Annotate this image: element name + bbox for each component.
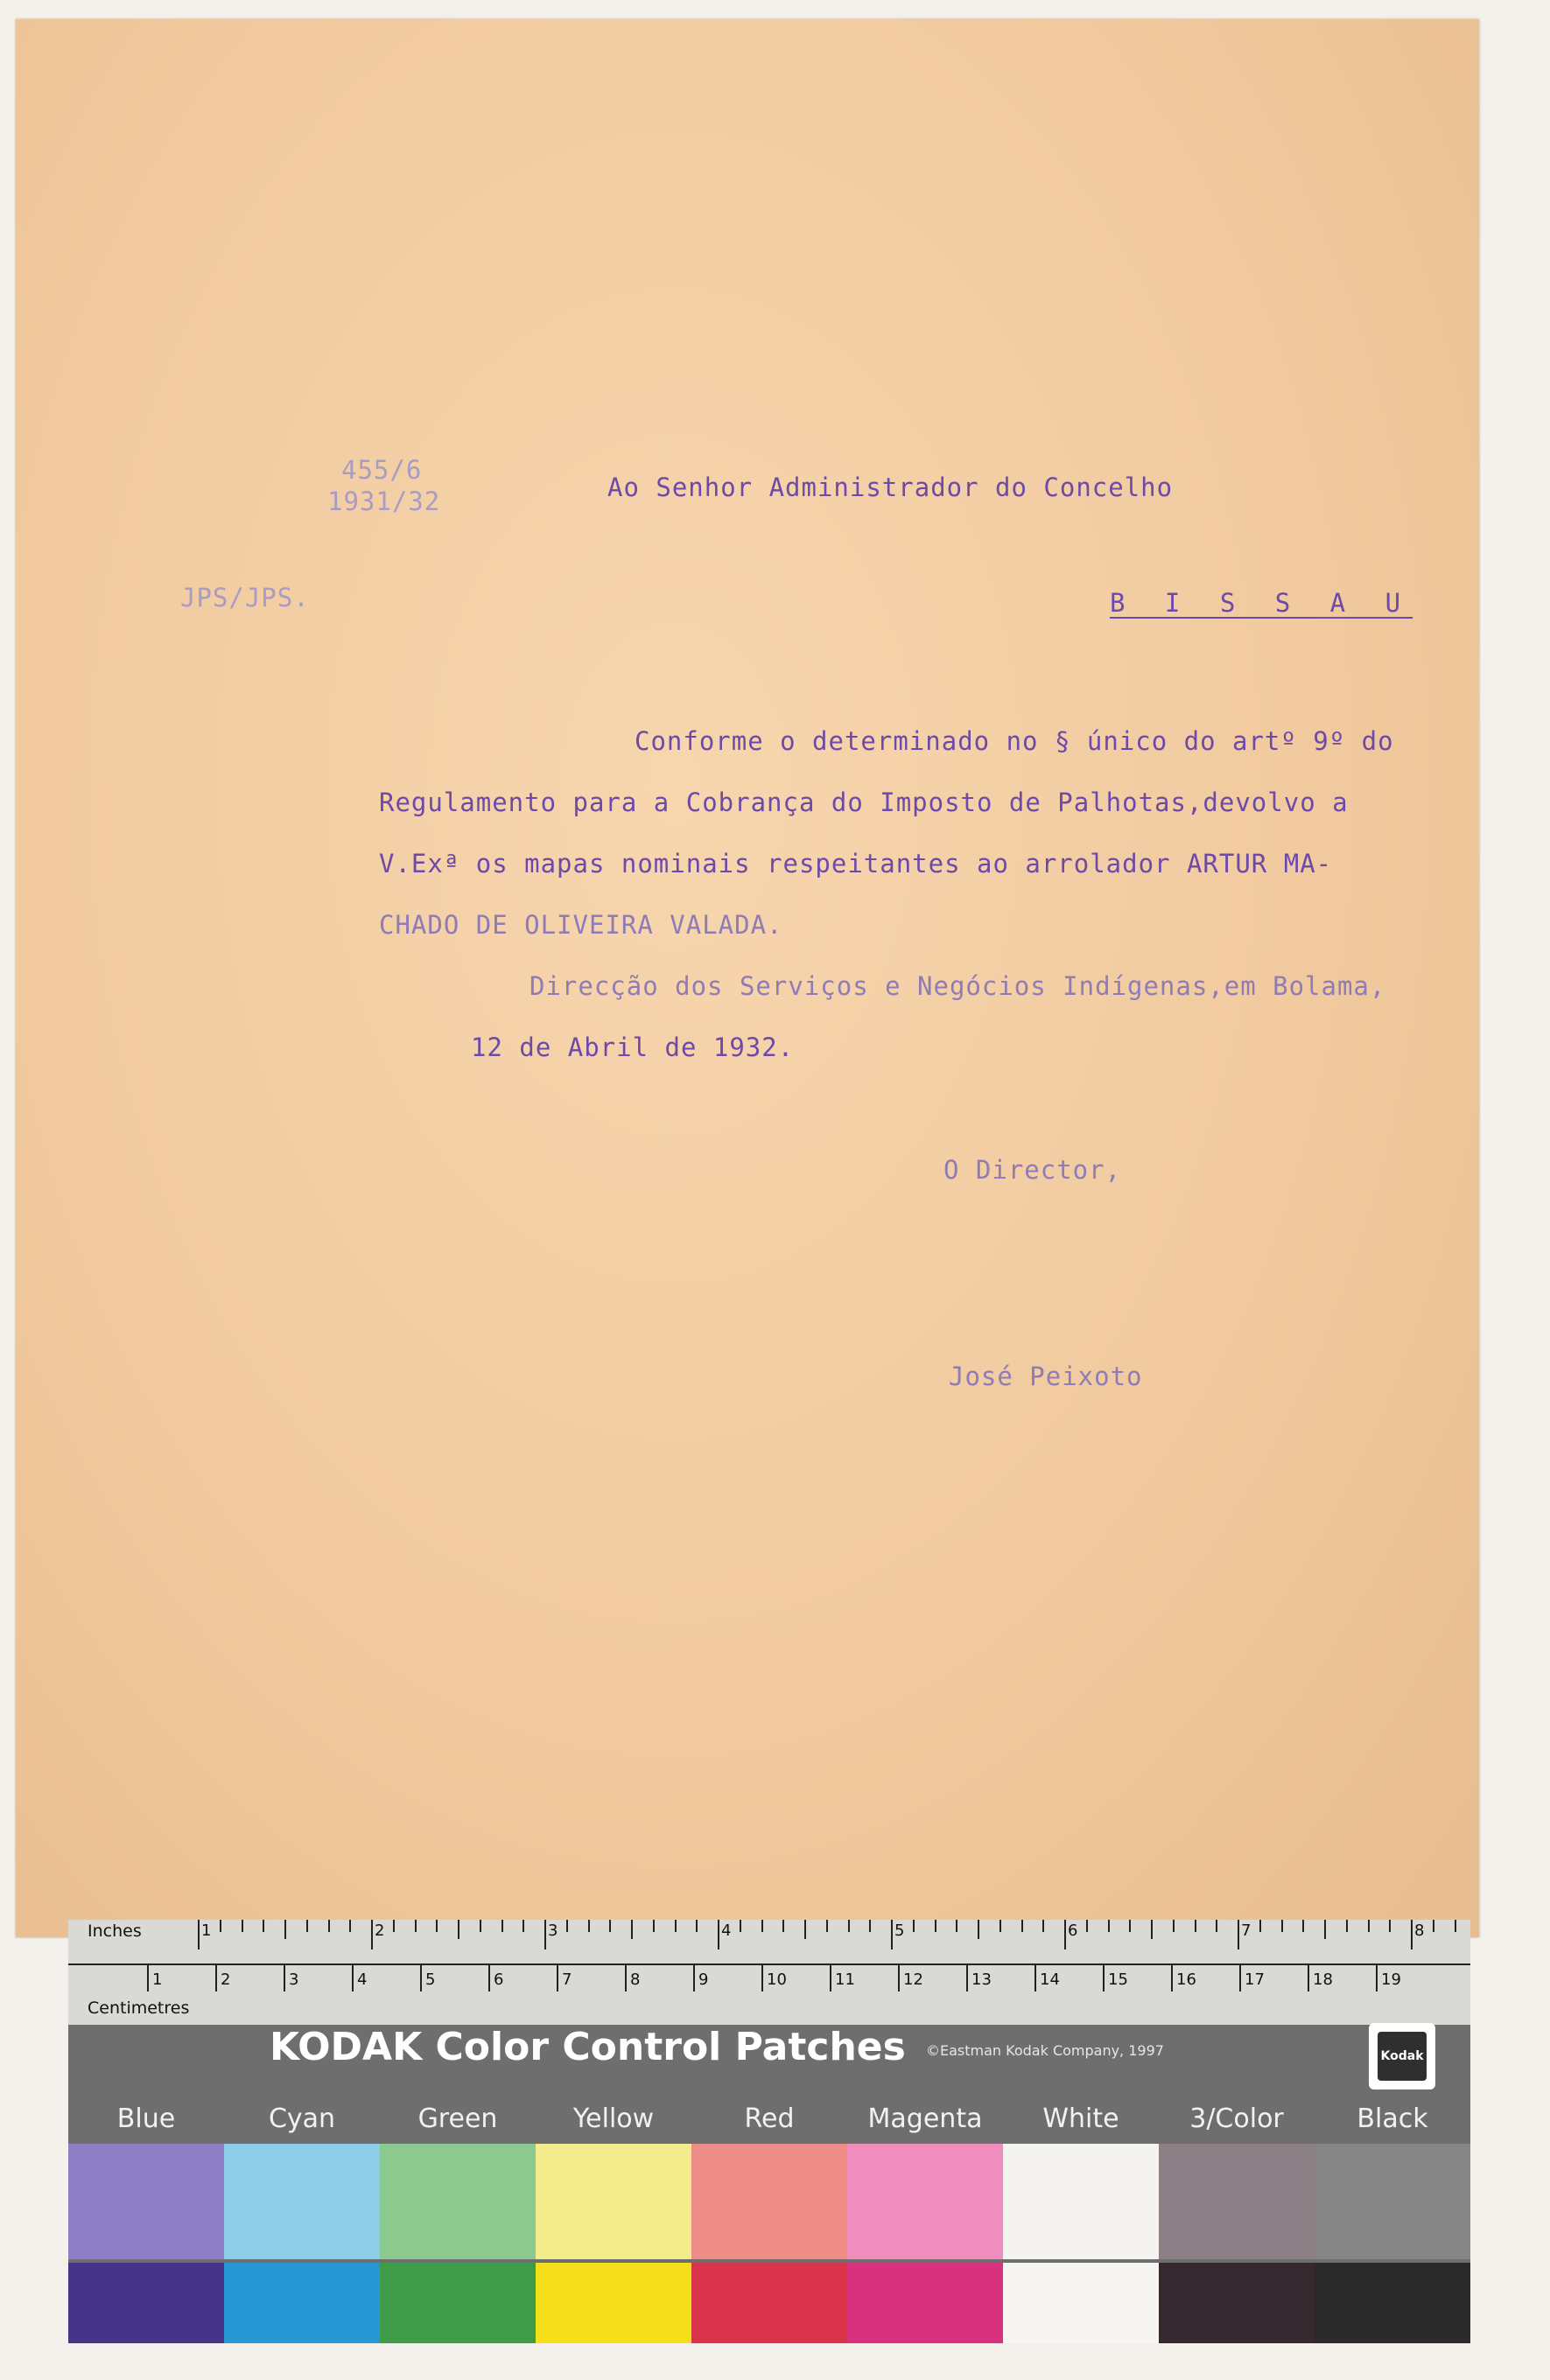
cm-tick	[557, 1965, 558, 1992]
inch-tick	[956, 1920, 957, 1932]
patch-label: White	[1042, 2104, 1119, 2134]
inch-tick	[523, 1920, 524, 1932]
color-patch-top	[224, 2144, 380, 2259]
inch-tick	[566, 1920, 568, 1932]
inch-tick	[263, 1920, 264, 1932]
inch-number: 2	[375, 1922, 385, 1940]
inch-number: 3	[548, 1922, 558, 1940]
body-line: V.Exª os mapas nominais respeitantes ao arrolador ARTUR MA-	[379, 849, 1333, 878]
cm-number: 9	[698, 1970, 709, 1989]
inch-tick	[1433, 1920, 1434, 1932]
inch-tick	[220, 1920, 221, 1932]
recipient-line: Ao Senhor Administrador do Concelho	[607, 472, 1174, 502]
inch-tick	[653, 1920, 655, 1932]
cm-number: 7	[562, 1970, 572, 1989]
cm-number: 19	[1381, 1970, 1401, 1989]
inch-tick	[848, 1920, 850, 1932]
letter-body	[379, 710, 1394, 1078]
inch-tick	[761, 1920, 763, 1932]
cm-number: 16	[1176, 1970, 1196, 1989]
recipient-place: B I S S A U	[1110, 588, 1413, 618]
inch-tick	[1021, 1920, 1023, 1932]
inch-tick	[675, 1920, 677, 1932]
cm-tick	[1308, 1965, 1309, 1992]
centimetres-label: Centimetres	[88, 1998, 190, 2018]
inch-tick	[1455, 1920, 1456, 1932]
color-patch-top	[536, 2144, 691, 2259]
inch-tick	[436, 1920, 438, 1932]
cm-number: 8	[630, 1970, 641, 1989]
signatory-name: José Peixoto	[949, 1362, 1143, 1391]
inch-tick	[1086, 1920, 1088, 1932]
document-page	[16, 19, 1479, 1937]
cm-number: 4	[357, 1970, 368, 1989]
cm-number: 14	[1040, 1970, 1060, 1989]
color-patch-top	[68, 2144, 224, 2259]
color-patch-bottom	[691, 2263, 847, 2343]
inch-tick	[1324, 1920, 1326, 1939]
inch-tick	[869, 1920, 871, 1932]
color-patch-bottom	[380, 2263, 536, 2343]
inch-tick	[1302, 1920, 1304, 1932]
target-title: KODAK Color Control Patches	[270, 2025, 906, 2069]
inch-tick	[999, 1920, 1001, 1932]
cm-number: 15	[1108, 1970, 1128, 1989]
cm-number: 1	[152, 1970, 163, 1989]
inch-number: 1	[201, 1922, 212, 1940]
cm-tick	[966, 1965, 968, 1992]
color-patch-bottom	[847, 2263, 1003, 2343]
inch-number: 8	[1414, 1922, 1425, 1940]
cm-tick	[898, 1965, 900, 1992]
kodak-color-target	[68, 1920, 1470, 2343]
cm-tick	[830, 1965, 831, 1992]
closing-line: Direcção dos Serviços e Negócios Indígenas,em Bolama,	[530, 971, 1386, 1001]
inch-number: 4	[721, 1922, 732, 1940]
cm-tick	[420, 1965, 422, 1992]
date-line: 12 de Abril de 1932.	[471, 1032, 795, 1062]
cm-tick	[215, 1965, 217, 1992]
color-patch-bottom	[224, 2263, 380, 2343]
patch-label: Cyan	[268, 2104, 336, 2134]
cm-tick	[761, 1965, 763, 1992]
inch-tick	[198, 1920, 200, 1950]
cm-tick	[352, 1965, 354, 1992]
inch-tick	[242, 1920, 243, 1932]
cm-tick	[147, 1965, 149, 1992]
color-patch-top	[1003, 2144, 1159, 2259]
inch-tick	[458, 1920, 459, 1939]
inch-tick	[891, 1920, 893, 1950]
reference-number: 455/6	[341, 455, 423, 485]
cm-number: 5	[425, 1970, 436, 1989]
inch-tick	[393, 1920, 395, 1932]
inch-tick	[935, 1920, 936, 1932]
cm-number: 2	[221, 1970, 231, 1989]
cm-tick	[693, 1965, 695, 1992]
inch-tick	[588, 1920, 590, 1932]
inch-tick	[306, 1920, 308, 1932]
inch-tick	[284, 1920, 286, 1939]
color-patch-top	[1159, 2144, 1315, 2259]
cm-number: 13	[971, 1970, 992, 1989]
cm-number: 18	[1313, 1970, 1333, 1989]
copyright-notice: ©Eastman Kodak Company, 1997	[926, 2042, 1164, 2059]
cm-number: 6	[494, 1970, 504, 1989]
initials: JPS/JPS.	[180, 583, 310, 612]
color-patch-bottom	[1003, 2263, 1159, 2343]
color-patch-bottom	[1159, 2263, 1315, 2343]
inch-tick	[1346, 1920, 1348, 1932]
inch-tick	[1238, 1920, 1239, 1950]
inch-tick	[1173, 1920, 1175, 1932]
inch-number: 7	[1241, 1922, 1252, 1940]
patch-label: Magenta	[867, 2104, 983, 2134]
inch-tick	[1064, 1920, 1066, 1950]
cm-tick	[625, 1965, 627, 1992]
body-line: Conforme o determinado no § único do artº 9º do	[635, 726, 1394, 756]
patch-label: Red	[744, 2104, 795, 2134]
inches-label: Inches	[88, 1922, 142, 1941]
inch-tick	[1281, 1920, 1283, 1932]
inch-tick	[1216, 1920, 1217, 1932]
inch-tick	[415, 1920, 417, 1932]
inch-tick	[804, 1920, 806, 1939]
color-patch-top	[847, 2144, 1003, 2259]
signatory-title: O Director,	[943, 1155, 1122, 1185]
patch-label: 3/Color	[1189, 2104, 1284, 2134]
kodak-logo-text: Kodak	[1378, 2032, 1427, 2081]
body-line: Regulamento para a Cobrança do Imposto de Palhotas,devolvo a	[379, 788, 1349, 817]
inch-tick	[1411, 1920, 1413, 1950]
cm-tick	[1171, 1965, 1173, 1992]
patch-labels	[68, 2104, 1470, 2135]
cm-tick	[284, 1965, 285, 1992]
cm-number: 12	[903, 1970, 923, 1989]
inch-tick	[696, 1920, 698, 1932]
inch-tick	[1368, 1920, 1370, 1932]
ruler-midline	[68, 1964, 1470, 1965]
inch-tick	[609, 1920, 611, 1932]
patch-label: Blue	[116, 2104, 176, 2134]
inch-tick	[631, 1920, 633, 1939]
color-patch-bottom	[68, 2263, 224, 2343]
inch-tick	[740, 1920, 741, 1932]
color-patch-top	[380, 2144, 536, 2259]
patch-label: Yellow	[572, 2104, 655, 2134]
color-patch-bottom	[1315, 2263, 1470, 2343]
inch-tick	[826, 1920, 828, 1932]
cm-tick	[1376, 1965, 1378, 1992]
cm-number: 11	[835, 1970, 855, 1989]
inch-tick	[480, 1920, 481, 1932]
patch-label: Black	[1357, 2104, 1428, 2134]
cm-tick	[1035, 1965, 1036, 1992]
inch-number: 5	[894, 1922, 905, 1940]
inch-tick	[782, 1920, 784, 1932]
reference-year: 1931/32	[327, 486, 441, 516]
cm-tick	[1239, 1965, 1241, 1992]
inch-tick	[328, 1920, 330, 1932]
ruler	[68, 1920, 1470, 2025]
inch-number: 6	[1068, 1922, 1078, 1940]
inch-tick	[349, 1920, 351, 1932]
inch-tick	[1389, 1920, 1391, 1932]
color-patch-top	[691, 2144, 847, 2259]
body-line: CHADO DE OLIVEIRA VALADA.	[379, 910, 783, 940]
inch-tick	[1151, 1920, 1153, 1939]
inch-tick	[718, 1920, 719, 1950]
inch-tick	[501, 1920, 503, 1932]
color-patch-bottom	[536, 2263, 691, 2343]
inch-tick	[1259, 1920, 1261, 1932]
inch-tick	[1108, 1920, 1110, 1932]
cm-tick	[488, 1965, 490, 1992]
inch-tick	[1195, 1920, 1196, 1932]
cm-number: 17	[1245, 1970, 1265, 1989]
inch-tick	[913, 1920, 915, 1932]
cm-number: 3	[289, 1970, 299, 1989]
inch-tick	[978, 1920, 979, 1939]
cm-number: 10	[767, 1970, 787, 1989]
inch-tick	[1042, 1920, 1044, 1932]
inch-tick	[371, 1920, 373, 1950]
inch-tick	[544, 1920, 546, 1950]
kodak-logo	[1369, 2023, 1435, 2090]
inch-tick	[1129, 1920, 1131, 1932]
color-patch-top	[1315, 2144, 1470, 2259]
cm-tick	[1103, 1965, 1105, 1992]
patch-label: Green	[417, 2104, 498, 2134]
